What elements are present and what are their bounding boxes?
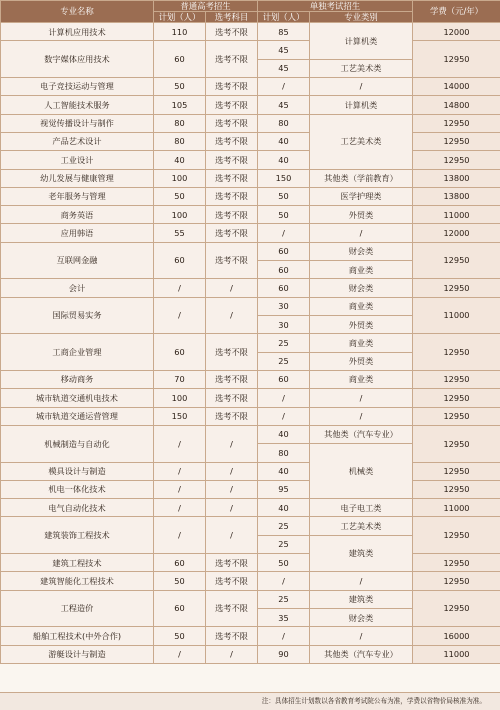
subjects-cell: 选考不限 [206,41,258,78]
general-plan-cell: 60 [154,242,206,279]
fee-cell: 12950 [413,41,500,78]
general-plan-cell: / [154,462,206,480]
table-row [1,499,500,517]
table-row [1,297,500,315]
major-name-cell: 游艇设计与制造 [1,645,154,663]
general-plan-cell: 60 [154,334,206,371]
category-cell: / [310,389,413,407]
table-row [1,279,500,297]
major-name-cell: 人工智能技术服务 [1,96,154,114]
subjects-cell: 选考不限 [206,132,258,150]
subjects-cell: 选考不限 [206,206,258,224]
header-subjects: 选考科目 [206,12,258,23]
category-cell: 建筑类 [310,590,413,608]
fee-cell: 12950 [413,151,500,169]
category-cell: 电子电工类 [310,499,413,517]
category-cell: / [310,627,413,645]
major-name-cell: 产品艺术设计 [1,132,154,150]
subjects-cell: 选考不限 [206,96,258,114]
major-name-cell: 数字媒体应用技术 [1,41,154,78]
fee-cell: 12950 [413,480,500,498]
fee-cell: 12950 [413,517,500,554]
table-row [1,334,500,352]
category-cell: / [310,407,413,425]
general-plan-cell: 50 [154,572,206,590]
fee-cell: 12950 [413,389,500,407]
general-plan-cell: 100 [154,206,206,224]
general-plan-cell: / [154,279,206,297]
category-cell: 计算机类 [310,96,413,114]
subjects-cell: 选考不限 [206,554,258,572]
table-row [1,407,500,425]
major-name-cell: 建筑装饰工程技术 [1,517,154,554]
major-name-cell: 视觉传播设计与制作 [1,114,154,132]
fee-cell: 12000 [413,23,500,41]
general-plan-cell: / [154,517,206,554]
single-plan-cell: 50 [258,554,310,572]
subjects-cell: 选考不限 [206,572,258,590]
fee-cell: 11000 [413,645,500,663]
fee-cell: 12950 [413,242,500,279]
subjects-cell: / [206,499,258,517]
fee-cell: 14000 [413,77,500,95]
single-plan-cell: 50 [258,187,310,205]
general-plan-cell: 100 [154,389,206,407]
category-cell: 财会类 [310,609,413,627]
fee-cell: 12950 [413,462,500,480]
major-name-cell: 模具设计与制造 [1,462,154,480]
subjects-cell: 选考不限 [206,77,258,95]
table-row [1,590,500,608]
table-row [1,425,500,443]
table-row [1,480,500,498]
fee-cell: 12950 [413,334,500,371]
major-name-cell: 建筑工程技术 [1,554,154,572]
subjects-cell: 选考不限 [206,224,258,242]
fee-cell: 12950 [413,370,500,388]
category-cell: 建筑类 [310,535,413,572]
table-row [1,206,500,224]
category-cell: / [310,77,413,95]
single-plan-cell: 40 [258,132,310,150]
single-plan-cell: 45 [258,41,310,59]
single-plan-cell: / [258,572,310,590]
general-plan-cell: 55 [154,224,206,242]
major-name-cell: 建筑智能化工程技术 [1,572,154,590]
general-plan-cell: 40 [154,151,206,169]
single-plan-cell: 60 [258,370,310,388]
major-name-cell: 机械制造与自动化 [1,425,154,462]
header-plan: 计划（人） [154,12,206,23]
category-cell: 商业类 [310,297,413,315]
subjects-cell: 选考不限 [206,627,258,645]
single-plan-cell: 90 [258,645,310,663]
subjects-cell: 选考不限 [206,407,258,425]
category-cell: / [310,572,413,590]
header-category: 专业类别 [310,12,413,23]
single-plan-cell: 25 [258,590,310,608]
general-plan-cell: 105 [154,96,206,114]
table-row [1,169,500,187]
general-plan-cell: 60 [154,41,206,78]
general-plan-cell: 150 [154,407,206,425]
header-plan-single: 计划（人） [258,12,310,23]
table-row [1,77,500,95]
single-plan-cell: 30 [258,297,310,315]
single-plan-cell: 25 [258,517,310,535]
table-row [1,389,500,407]
category-cell: 工艺美术类 [310,114,413,169]
single-plan-cell: 40 [258,151,310,169]
single-plan-cell: 95 [258,480,310,498]
single-plan-cell: 45 [258,96,310,114]
single-plan-cell: 150 [258,169,310,187]
fee-cell: 11000 [413,206,500,224]
general-plan-cell: 80 [154,114,206,132]
table-row [1,572,500,590]
general-plan-cell: 110 [154,23,206,41]
major-name-cell: 商务英语 [1,206,154,224]
header-general: 普通高考招生 [154,1,258,12]
single-plan-cell: 80 [258,444,310,462]
single-plan-cell: 80 [258,114,310,132]
table-row [1,627,500,645]
subjects-cell: 选考不限 [206,114,258,132]
table-row [1,96,500,114]
header-major: 专业名称 [1,1,154,23]
single-plan-cell: 85 [258,23,310,41]
fee-cell: 12950 [413,425,500,462]
table-row [1,132,500,150]
fee-cell: 11000 [413,297,500,334]
category-cell: 其他类（汽车专业） [310,645,413,663]
table-row [1,114,500,132]
single-plan-cell: / [258,224,310,242]
general-plan-cell: / [154,297,206,334]
subjects-cell: / [206,297,258,334]
major-name-cell: 城市轨道交通运营管理 [1,407,154,425]
header-single: 单独考试招生 [258,1,413,12]
header-fee: 学费（元/年） [413,1,500,23]
category-cell: 医学护理类 [310,187,413,205]
subjects-cell: 选考不限 [206,187,258,205]
subjects-cell: 选考不限 [206,151,258,169]
general-plan-cell: / [154,480,206,498]
subjects-cell: 选考不限 [206,334,258,371]
single-plan-cell: 40 [258,462,310,480]
general-plan-cell: 80 [154,132,206,150]
category-cell: 外贸类 [310,352,413,370]
single-plan-cell: 25 [258,535,310,553]
single-plan-cell: 35 [258,609,310,627]
single-plan-cell: 25 [258,352,310,370]
category-cell: 商业类 [310,370,413,388]
subjects-cell: 选考不限 [206,590,258,627]
major-name-cell: 应用韩语 [1,224,154,242]
general-plan-cell: 100 [154,169,206,187]
footnote: 注：具体招生计划数以各省教育考试院公布为准，学费以省物价局核准为准。 [0,692,500,710]
general-plan-cell: / [154,425,206,462]
subjects-cell: 选考不限 [206,389,258,407]
major-name-cell: 国际贸易实务 [1,297,154,334]
general-plan-cell: 60 [154,590,206,627]
major-name-cell: 互联网金融 [1,242,154,279]
category-cell: 外贸类 [310,206,413,224]
general-plan-cell: 70 [154,370,206,388]
single-plan-cell: 45 [258,59,310,77]
table-row [1,645,500,663]
subjects-cell: 选考不限 [206,370,258,388]
major-name-cell: 会计 [1,279,154,297]
single-plan-cell: / [258,389,310,407]
subjects-cell: / [206,425,258,462]
category-cell: 其他类（汽车专业） [310,425,413,443]
single-plan-cell: / [258,77,310,95]
table-row [1,517,500,535]
single-plan-cell: 60 [258,242,310,260]
table-row [1,187,500,205]
category-cell: 其他类（学前教育） [310,169,413,187]
general-plan-cell: 50 [154,187,206,205]
table-row [1,151,500,169]
table-row [1,224,500,242]
fee-cell: 12950 [413,407,500,425]
fee-cell: 16000 [413,627,500,645]
general-plan-cell: / [154,499,206,517]
table-row [1,41,500,59]
subjects-cell: 选考不限 [206,242,258,279]
major-name-cell: 工商企业管理 [1,334,154,371]
fee-cell: 12950 [413,132,500,150]
category-cell: 工艺美术类 [310,517,413,535]
general-plan-cell: 50 [154,627,206,645]
category-cell: / [310,224,413,242]
subjects-cell: 选考不限 [206,23,258,41]
general-plan-cell: 50 [154,77,206,95]
table-row [1,554,500,572]
table-row [1,370,500,388]
table-row [1,242,500,260]
subjects-cell: / [206,279,258,297]
category-cell: 机械类 [310,444,413,499]
category-cell: 商业类 [310,261,413,279]
major-name-cell: 机电一体化技术 [1,480,154,498]
table-row [1,23,500,41]
category-cell: 财会类 [310,279,413,297]
single-plan-cell: 25 [258,334,310,352]
fee-cell: 12950 [413,572,500,590]
general-plan-cell: 60 [154,554,206,572]
category-cell: 外贸类 [310,316,413,334]
single-plan-cell: 60 [258,279,310,297]
fee-cell: 11000 [413,499,500,517]
general-plan-cell: / [154,645,206,663]
major-name-cell: 电气自动化技术 [1,499,154,517]
subjects-cell: / [206,462,258,480]
category-cell: 计算机类 [310,23,413,60]
category-cell: 商业类 [310,334,413,352]
fee-cell: 12950 [413,590,500,627]
table-row [1,462,500,480]
category-cell: 财会类 [310,242,413,260]
single-plan-cell: 40 [258,499,310,517]
subjects-cell: 选考不限 [206,169,258,187]
single-plan-cell: 30 [258,316,310,334]
major-name-cell: 计算机应用技术 [1,23,154,41]
fee-cell: 12950 [413,114,500,132]
major-name-cell: 幼儿发展与健康管理 [1,169,154,187]
subjects-cell: / [206,480,258,498]
fee-cell: 12950 [413,279,500,297]
fee-cell: 12950 [413,554,500,572]
fee-cell: 13800 [413,187,500,205]
single-plan-cell: 60 [258,261,310,279]
fee-cell: 12000 [413,224,500,242]
fee-cell: 14800 [413,96,500,114]
fee-cell: 13800 [413,169,500,187]
single-plan-cell: / [258,407,310,425]
major-name-cell: 电子竞技运动与管理 [1,77,154,95]
major-name-cell: 移动商务 [1,370,154,388]
major-name-cell: 老年服务与管理 [1,187,154,205]
subjects-cell: / [206,645,258,663]
single-plan-cell: / [258,627,310,645]
single-plan-cell: 50 [258,206,310,224]
major-name-cell: 工程造价 [1,590,154,627]
subjects-cell: / [206,517,258,554]
single-plan-cell: 40 [258,425,310,443]
major-name-cell: 船舶工程技术(中外合作) [1,627,154,645]
major-name-cell: 城市轨道交通机电技术 [1,389,154,407]
category-cell: 工艺美术类 [310,59,413,77]
major-name-cell: 工业设计 [1,151,154,169]
